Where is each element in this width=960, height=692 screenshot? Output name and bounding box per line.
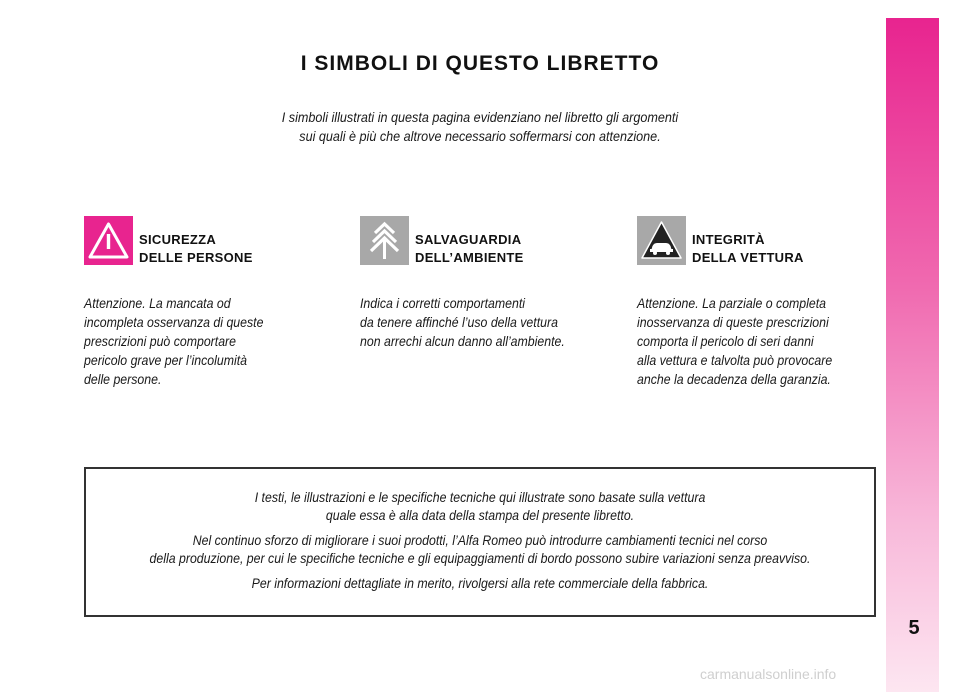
heading-line: DELLA VETTURA <box>692 250 804 265</box>
text-line: incompleta osservanza di queste <box>84 314 264 330</box>
watermark: carmanualsonline.info <box>700 666 837 682</box>
text-line: prescrizioni può comportare <box>84 333 237 349</box>
heading-line: SALVAGUARDIA <box>415 232 522 247</box>
text-line: inosservanza di queste prescrizioni <box>637 314 829 330</box>
side-color-bar <box>886 18 939 692</box>
page-title: I SIMBOLI DI QUESTO LIBRETTO <box>300 52 660 75</box>
symbol-heading-safety <box>139 231 253 267</box>
text-line: non arrechi alcun danno all’ambiente. <box>360 333 565 349</box>
intro-line: sui quali è più che altrove necessario soffermarsi con attenzione. <box>299 128 661 144</box>
warning-triangle-icon <box>84 216 133 265</box>
symbol-heading-vehicle <box>692 231 804 267</box>
notice-paragraph <box>133 574 826 592</box>
notice-line: Per informazioni dettagliate in merito, rivolgersi alla rete commerciale della fabbrica. <box>251 575 709 591</box>
symbol-heading-environment <box>415 231 524 267</box>
symbol-text-environment <box>360 294 565 351</box>
symbol-text-safety <box>84 294 263 389</box>
text-line: comporta il pericolo di seri danni <box>637 333 814 349</box>
heading-line: INTEGRITÀ <box>692 232 765 247</box>
symbol-text-vehicle <box>637 294 832 389</box>
heading-line: DELL’AMBIENTE <box>415 250 524 265</box>
notice-box <box>84 467 876 617</box>
tree-icon <box>360 216 409 265</box>
text-line: Indica i corretti comportamenti <box>360 295 526 311</box>
text-line: Attenzione. La parziale o completa <box>637 295 827 311</box>
notice-line: I testi, le illustrazioni e le specifiche tecniche qui illustrate sono basate sulla vettura <box>254 489 706 505</box>
page-number: 5 <box>908 617 920 639</box>
notice-line: quale essa è alla data della stampa del presente libretto. <box>325 507 635 523</box>
car-warning-icon <box>637 216 686 265</box>
notice-line: della produzione, per cui le specifiche tecniche e gli equipaggiamenti di bordo possono subire variazioni senza preavviso. <box>149 550 811 566</box>
intro-line: I simboli illustrati in questa pagina evidenziano nel libretto gli argomenti <box>281 109 679 125</box>
text-line: delle persone. <box>84 371 162 387</box>
intro-text <box>228 108 732 146</box>
text-line: da tenere affinché l’uso della vettura <box>360 314 558 330</box>
heading-line: DELLE PERSONE <box>139 250 253 265</box>
heading-line: SICUREZZA <box>139 232 217 247</box>
notice-line: Nel continuo sforzo di migliorare i suoi prodotti, l’Alfa Romeo può introdurre cambiamenti tecnici nel corso <box>192 532 768 548</box>
notice-paragraph <box>133 488 826 524</box>
text-line: alla vettura e talvolta può provocare <box>637 352 833 368</box>
text-line: Attenzione. La mancata od <box>84 295 231 311</box>
notice-paragraph <box>133 531 826 567</box>
text-line: pericolo grave per l’incolumità <box>84 352 247 368</box>
text-line: anche la decadenza della garanzia. <box>637 371 831 387</box>
